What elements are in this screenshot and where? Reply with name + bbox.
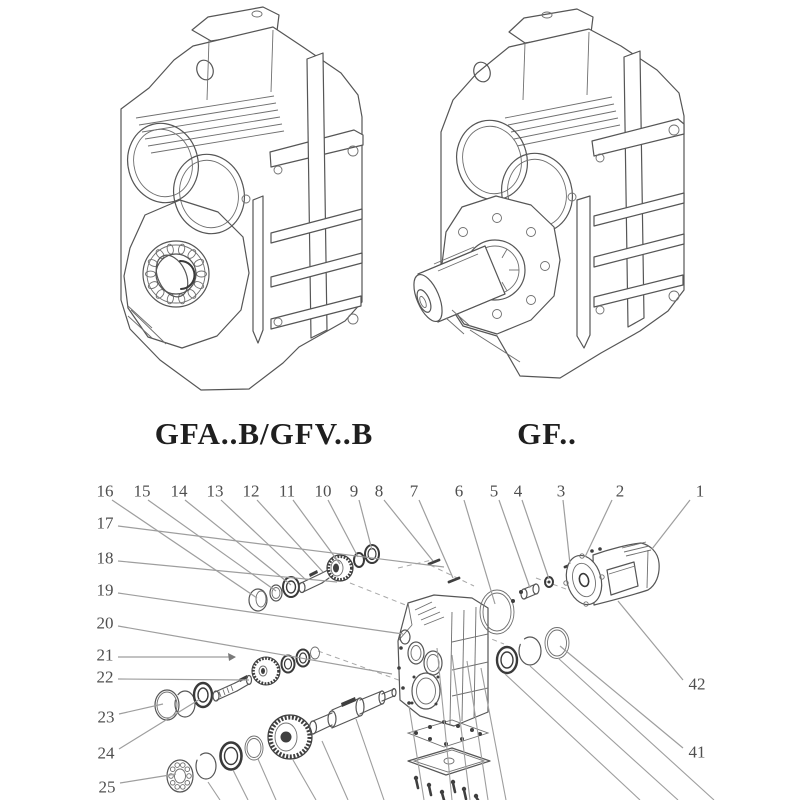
seal-ring [545, 628, 569, 659]
callout-number-16: 16 [96, 481, 114, 501]
callout-42 [618, 601, 706, 694]
leader-line-5 [499, 500, 530, 588]
shaft-key [341, 697, 356, 707]
callout-41 [560, 646, 706, 762]
callout-21 [97, 646, 237, 665]
leader-line-15 [148, 500, 276, 591]
callout-number-14: 14 [170, 481, 188, 501]
figure-label-left: GFA..B/GFV..B [154, 416, 374, 451]
intermediate-shaft-assembly [155, 647, 320, 720]
leader-line-12 [257, 500, 323, 572]
truncated-leader-line [208, 782, 220, 800]
bearing [282, 656, 295, 673]
spacer-ring [354, 553, 364, 567]
callout-22 [97, 668, 250, 687]
truncated-leader-line [505, 674, 640, 800]
callout-9 [350, 482, 372, 551]
figure-gf [408, 9, 684, 378]
intermediate-gear [252, 657, 280, 685]
callout-number-21: 21 [96, 645, 114, 665]
vent-post [577, 196, 590, 348]
callout-4 [514, 482, 549, 580]
callout-number-4: 4 [513, 481, 523, 501]
leader-line-16 [112, 500, 257, 598]
callout-number-19: 19 [96, 580, 114, 600]
bearing [497, 647, 517, 673]
callout-18 [97, 549, 338, 583]
truncated-leader-line [322, 741, 348, 800]
truncated-leader-line [293, 760, 316, 800]
oil-seal [221, 743, 242, 770]
leader-line-6 [464, 500, 495, 604]
callout-number-24: 24 [97, 743, 115, 763]
callout-25 [99, 774, 177, 797]
callout-number-12: 12 [242, 481, 260, 501]
output-gear [268, 715, 312, 759]
callout-1 [652, 482, 704, 550]
callout-number-13: 13 [206, 481, 224, 501]
callout-number-8: 8 [374, 481, 384, 501]
leader-line-1 [652, 500, 690, 549]
truncated-leader-line [530, 666, 678, 800]
leader-line-41 [560, 646, 683, 748]
callout-number-20: 20 [96, 613, 114, 633]
callout-number-23: 23 [97, 707, 115, 727]
output-shaft [310, 689, 397, 735]
callout-number-18: 18 [96, 548, 114, 568]
leader-line-9 [359, 500, 372, 550]
callout-number-15: 15 [133, 481, 151, 501]
callout-number-3: 3 [556, 481, 566, 501]
callout-number-41: 41 [688, 742, 706, 762]
callout-number-7: 7 [409, 481, 419, 501]
callout-number-5: 5 [489, 481, 499, 501]
figure-gfab-gfvb [119, 7, 363, 390]
leader-line-22 [118, 679, 249, 680]
leader-line-18 [118, 561, 337, 582]
leader-line-42 [618, 601, 683, 680]
drain-plug [444, 758, 454, 764]
leader-line-19 [118, 593, 403, 634]
callout-19 [97, 581, 404, 635]
vent-post [253, 196, 263, 343]
callout-number-25: 25 [98, 777, 116, 797]
ball-bearing [167, 760, 193, 792]
callout-number-11: 11 [278, 481, 296, 501]
callout-17 [97, 514, 445, 568]
callout-number-22: 22 [96, 667, 114, 687]
washer [245, 736, 263, 760]
leader-line-4 [522, 500, 549, 579]
leader-line-10 [328, 500, 358, 557]
snap-ring [519, 637, 541, 665]
callout-number-9: 9 [349, 481, 359, 501]
callout-number-10: 10 [314, 481, 332, 501]
leader-line-24 [119, 699, 200, 749]
callout-number-42: 42 [688, 674, 706, 694]
input-shaft-assembly [249, 545, 379, 611]
figure-label-right: GF.. [517, 416, 577, 451]
callout-number-2: 2 [615, 481, 625, 501]
callout-8 [375, 482, 433, 562]
intermediate-shaft [213, 675, 252, 701]
callout-20 [97, 614, 393, 675]
leader-line-17 [118, 526, 444, 567]
leader-line-8 [384, 500, 433, 561]
bearing [194, 683, 212, 707]
callout-number-6: 6 [454, 481, 464, 501]
callout-3 [557, 482, 570, 565]
pinion-gear [327, 555, 353, 581]
leader-arrowhead-21 [228, 653, 236, 661]
shim-ring [311, 647, 320, 659]
callout-number-17: 17 [96, 513, 114, 533]
leader-line-3 [563, 500, 570, 564]
exploded-view [97, 482, 715, 800]
callout-14 [171, 482, 292, 586]
truncated-leader-line [233, 770, 248, 800]
snap-ring [196, 753, 216, 779]
callout-number-1: 1 [695, 481, 705, 501]
motor [561, 542, 659, 609]
callout-5 [490, 482, 530, 589]
callout-2 [585, 482, 624, 558]
truncated-leader-line [258, 759, 276, 800]
callout-23 [98, 704, 164, 727]
truncated-leader-line [356, 719, 384, 800]
